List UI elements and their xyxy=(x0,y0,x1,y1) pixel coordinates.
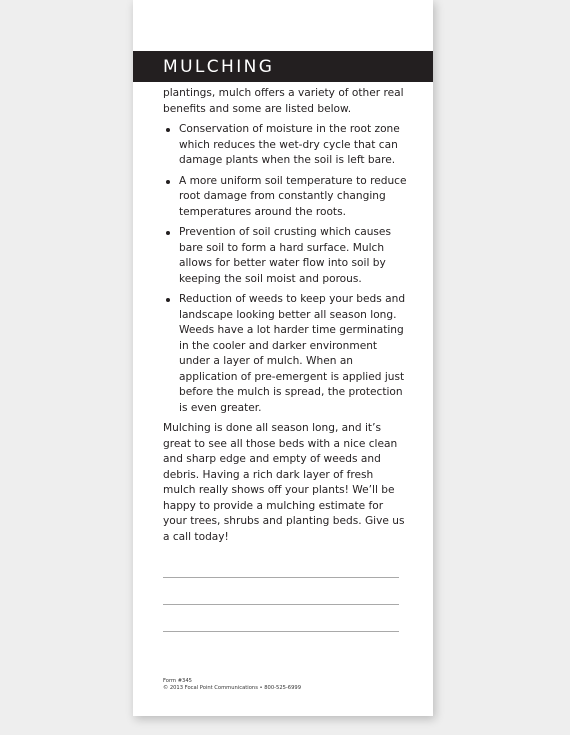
list-item xyxy=(163,225,409,287)
closing-paragraph: Mulching is done all season long, and it’s great to see all those beds with a nice clean and sharp edge and empty of weeds and debris. Having a rich dark layer of fresh mulch really shows off your plants! We’ll be happy to provide a mulching estimate for your trees, shrubs and planting beds. Give us a call today! xyxy=(163,422,405,543)
list-item xyxy=(163,122,409,169)
intro-paragraph: plantings, mulch offers a variety of other real benefits and some are listed below. xyxy=(163,87,404,115)
bullet-icon xyxy=(166,231,170,235)
list-item-text: Prevention of soil crusting which causes bare soil to form a hard surface. Mulch allows for better water flow into soil by keeping the soil moist and porous. xyxy=(179,226,391,285)
signature-line-1 xyxy=(163,577,399,578)
title-banner xyxy=(133,51,433,82)
benefits-list xyxy=(163,122,409,416)
copyright-line: © 2013 Focal Point Communications • 800-525-6999 xyxy=(163,685,302,691)
footer xyxy=(163,678,301,692)
flyer-card xyxy=(133,0,433,716)
list-item xyxy=(163,174,409,221)
list-item-text: Conservation of moisture in the root zone which reduces the wet-dry cycle that can damage plants when the soil is left bare. xyxy=(179,123,400,166)
signature-line-2 xyxy=(163,604,399,605)
bullet-icon xyxy=(166,298,170,302)
list-item xyxy=(163,292,409,416)
bullet-icon xyxy=(166,128,170,132)
content-body xyxy=(163,86,409,545)
bullet-icon xyxy=(166,180,170,184)
list-item-text: Reduction of weeds to keep your beds and landscape looking better all season long. Weeds have a lot harder time germinating in the cooler and darker environment under a layer of mulch. When an application of pre-emergent is applied just before the mulch is spread, the protection is even greater. xyxy=(179,293,406,414)
list-item-text: A more uniform soil temperature to reduce root damage from constantly changing temperatures around the roots. xyxy=(179,174,407,218)
signature-line-3 xyxy=(163,631,399,632)
form-number: Form #345 xyxy=(163,678,192,684)
page-title: MULCHING xyxy=(163,57,275,77)
